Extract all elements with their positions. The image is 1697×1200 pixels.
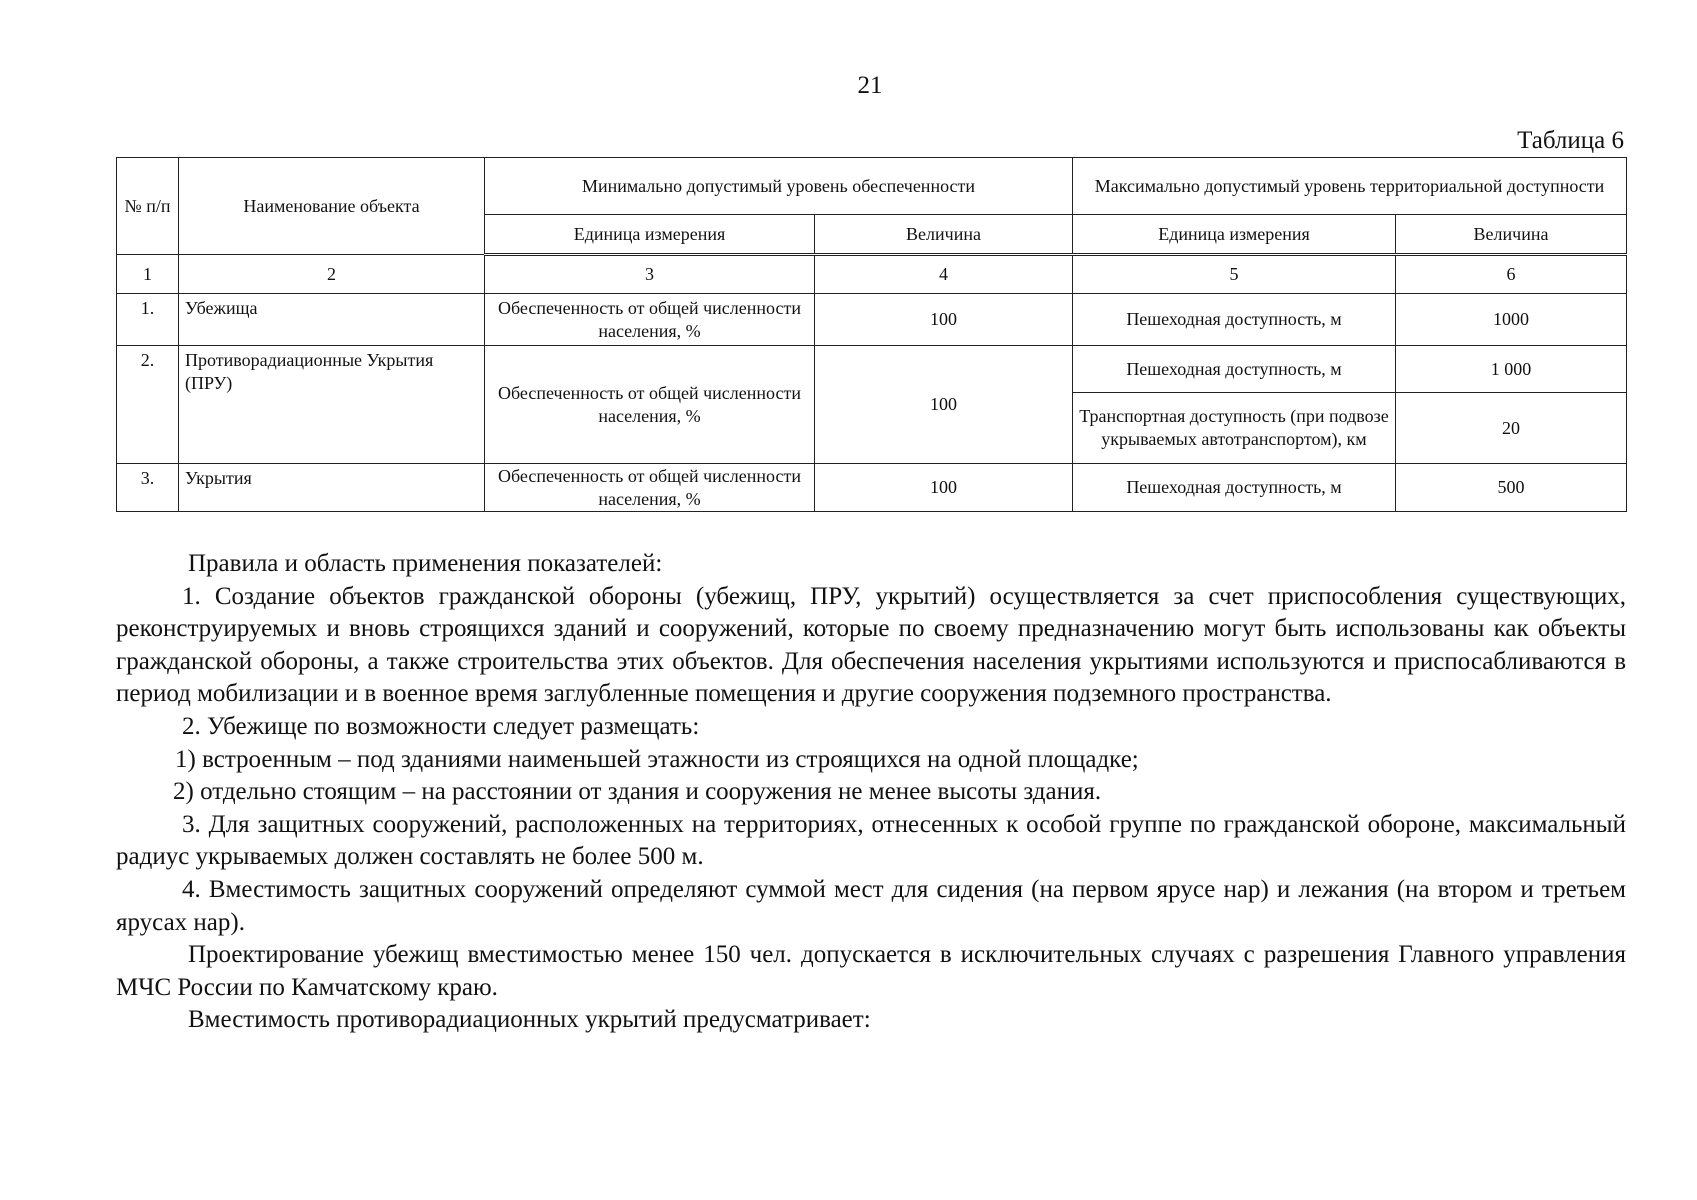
paragraph-subitem-1: 1) встроенным – под зданиями наименьшей этажности из строящихся на одной площадке; xyxy=(175,745,1139,773)
col-number: 1 xyxy=(117,255,179,294)
paragraph-item-1: 1. Создание объектов гражданской обороны (убежищ, ПРУ, укрытий) осуществляется за счет приспособления существующих, реконструируемых и вновь строящихся зданий и сооружений, которые по своему предназначению могут быть использованы как объекты гражданской обороны, а также строительства этих объектов. Для обеспечения населения укрытиями используются и приспосабливаются в период мобилизации и в военное время заглубленные помещения и другие сооружения подземного пространства. xyxy=(116,582,1626,708)
header-num: № п/п xyxy=(117,158,179,255)
body-text xyxy=(116,548,1626,1037)
shelter-requirements-table xyxy=(116,157,1627,512)
row-min-value: 100 xyxy=(815,294,1073,346)
col-number: 3 xyxy=(485,255,815,294)
paragraph-subitem-2: 2) отдельно стоящим – на расстоянии от здания и сооружения не менее высоты здания. xyxy=(173,778,1102,806)
paragraph-item-3: 3. Для защитных сооружений, расположенных на территориях, отнесенных к особой группе по гражданской обороне, максимальный радиус укрываемых должен составлять не более 500 м. xyxy=(116,810,1626,871)
row-min-unit: Обеспеченность от общей численности населения, % xyxy=(485,346,815,464)
row-max-unit-2: Транспортная доступность (при подвозе укрываемых автотранспортом), км xyxy=(1073,393,1396,464)
row-min-value: 100 xyxy=(815,346,1073,464)
row-max-unit: Пешеходная доступность, м xyxy=(1073,294,1396,346)
row-max-value: 1000 xyxy=(1396,294,1627,346)
column-number-row xyxy=(117,255,1627,294)
row-num: 1. xyxy=(117,294,179,346)
row-name: Укрытия xyxy=(179,464,485,512)
row-max-value-2: 20 xyxy=(1396,393,1627,464)
row-max-unit: Пешеходная доступность, м xyxy=(1073,346,1396,393)
header-max-group: Максимально допустимый уровень территориальной доступности xyxy=(1073,158,1627,215)
row-num: 2. xyxy=(117,346,179,464)
header-unit-min: Единица измерения xyxy=(485,215,815,255)
paragraph-item-2: 2. Убежище по возможности следует размещать: xyxy=(182,712,700,740)
header-value-min: Величина xyxy=(815,215,1073,255)
header-min-group: Минимально допустимый уровень обеспеченности xyxy=(485,158,1073,215)
col-number: 5 xyxy=(1073,255,1396,294)
header-value-max: Величина xyxy=(1396,215,1627,255)
table-header-row xyxy=(117,158,1627,215)
table-caption: Таблица 6 xyxy=(1517,127,1624,154)
paragraph-capacity: Вместимость противорадиационных укрытий предусматривает: xyxy=(188,1006,871,1034)
row-name: Противорадиационные Укрытия (ПРУ) xyxy=(179,346,485,464)
col-number: 2 xyxy=(179,255,485,294)
table-row xyxy=(117,464,1627,512)
col-number: 6 xyxy=(1396,255,1627,294)
row-max-unit: Пешеходная доступность, м xyxy=(1073,464,1396,512)
row-num: 3. xyxy=(117,464,179,512)
paragraph-intro: Правила и область применения показателей: xyxy=(188,550,663,577)
table-row xyxy=(117,294,1627,346)
row-max-value: 1 000 xyxy=(1396,346,1627,393)
paragraph-item-4: 4. Вместимость защитных сооружений определяют суммой мест для сидения (на первом ярусе нар) и лежания (на втором и третьем ярусах нар). xyxy=(116,875,1626,936)
header-unit-max: Единица измерения xyxy=(1073,215,1396,255)
page-number: 21 xyxy=(857,72,883,99)
paragraph-design: Проектирование убежищ вместимостью менее 150 чел. допускается в исключительных случаях с разрешения Главного управления МЧС России по Камчатскому краю. xyxy=(116,941,1626,1001)
row-name: Убежища xyxy=(179,294,485,346)
row-min-value: 100 xyxy=(815,464,1073,512)
col-number: 4 xyxy=(815,255,1073,294)
table-row xyxy=(117,346,1627,393)
row-min-unit: Обеспеченность от общей численности населения, % xyxy=(485,464,815,512)
row-min-unit: Обеспеченность от общей численности населения, % xyxy=(485,294,815,346)
header-name: Наименование объекта xyxy=(179,158,485,255)
row-max-value: 500 xyxy=(1396,464,1627,512)
